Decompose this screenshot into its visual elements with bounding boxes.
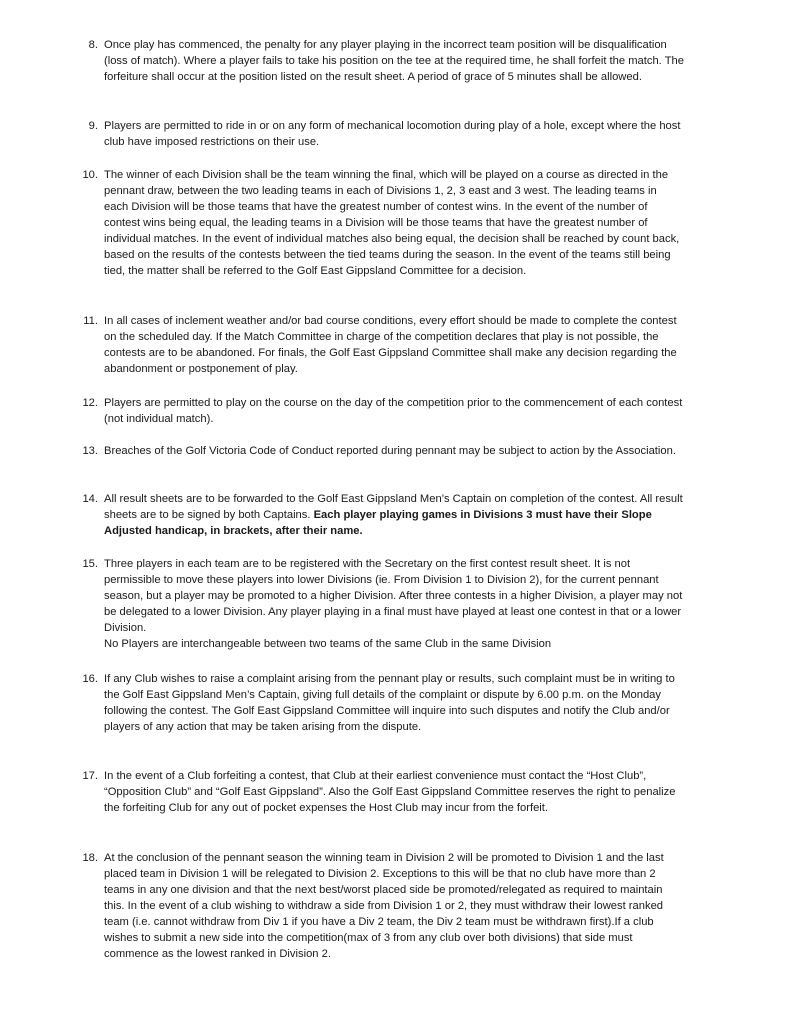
rule-number: 8. xyxy=(88,39,98,51)
rule-number: 18. xyxy=(82,852,98,864)
rule-text: Players are permitted to play on the course on the day of the competition prior to the commencement of each contest (not individual match). xyxy=(104,397,683,425)
rule-12 xyxy=(82,395,684,427)
rule-11 xyxy=(83,313,684,377)
rule-text: Three players in each team are to be registered with the Secretary on the first contest result sheet. It is not permissible to move these players into lower Divisions (ie. From Division 1 to Division 2), for the current pennant season, but a player may be promoted to a higher Division. After three contests in a higher Division, a player may not be delegated to a lower Division. Any player playing in a final must have played at least one contest in that or a lower Division. xyxy=(104,558,683,634)
rule-number: 16. xyxy=(82,673,98,685)
rule-text: In all cases of inclement weather and/or bad course conditions, every effort should be made to complete the contest on the scheduled day. If the Match Committee in charge of the competition declares that play is not possible, the contests are to be abandoned. For finals, the Golf East Gippsland Committee shall make any decision regarding the abandonment or postponement of play. xyxy=(104,315,677,375)
rule-15 xyxy=(82,556,684,652)
rule-note: No Players are interchangeable between two teams of the same Club in the same Division xyxy=(104,638,552,650)
rule-number: 13. xyxy=(82,445,98,457)
rule-number: 14. xyxy=(82,493,98,505)
rule-text: At the conclusion of the pennant season the winning team in Division 2 will be promoted to Division 1 and the last placed team in Division 1 will be relegated to Division 2. Exceptions to this will be that no club have more than 2 teams in any one division and that the next best/worst placed side be promoted/relegated as required to maintain this. In the event of a club wishing to withdraw a side from Division 1 or 2, they must withdraw their lowest ranked team (i.e. cannot withdraw from Div 1 if you have a Div 2 team, the Div 2 team must be withdrawn first).If a club wishes to submit a new side into the competition(max of 3 from any club over both divisions) that side must commence as the lowest ranked in Division 2. xyxy=(104,852,664,960)
rule-16 xyxy=(82,671,684,735)
rule-text: Once play has commenced, the penalty for any player playing in the incorrect team position will be disqualification (loss of match). Where a player fails to take his position on the tee at the required time, he shall forfeit the match. The forfeiture shall occur at the position listed on the result sheet. A period of grace of 5 minutes shall be allowed. xyxy=(104,39,684,83)
rule-text: The winner of each Division shall be the team winning the final, which will be played on a course as directed in the pennant draw, between the two leading teams in each of Divisions 1, 2, 3 east and 3 west. The leading teams in each Division will be those teams that have the greatest number of contest wins. In the event of the number of contest wins being equal, the leading teams in a Division will be those teams that have the greatest number of individual matches. In the event of individual matches also being equal, the decision shall be reached by count back, based on the results of the contests between the tied teams during the season. In the event of the teams still being tied, the matter shall be referred to the Golf East Gippsland Committee for a decision. xyxy=(104,169,680,277)
rule-number: 17. xyxy=(82,770,98,782)
rule-text: Breaches of the Golf Victoria Code of Conduct reported during pennant may be subject to action by the Association. xyxy=(104,445,676,457)
rule-text xyxy=(104,491,684,539)
rule-text-bold: Each player playing games in Divisions 3 must have their Slope Adjusted handicap, in brackets, after their name. xyxy=(104,509,652,537)
rule-8 xyxy=(88,37,684,85)
rule-text: If any Club wishes to raise a complaint arising from the pennant play or results, such complaint must be in writing to the Golf East Gippsland Men’s Captain, giving full details of the complaint or dispute by 6.00 p.m. on the Monday following the contest. The Golf East Gippsland Committee will inquire into such disputes and notify the Club and/or players of any action that may be taken arising from the dispute. xyxy=(104,673,675,733)
rule-17 xyxy=(82,768,684,816)
rule-14 xyxy=(82,491,684,539)
rule-number: 9. xyxy=(88,120,98,132)
rule-13 xyxy=(82,443,684,459)
rule-18 xyxy=(82,850,684,962)
rule-9 xyxy=(88,118,684,150)
rule-number: 12. xyxy=(82,397,98,409)
rule-text-plain: All result sheets are to be forwarded to the Golf East Gippsland Men’s Captain on completion of the contest. All result sheets are to be signed by both Captains. xyxy=(104,493,683,521)
rule-number: 11. xyxy=(83,315,98,327)
rule-text: In the event of a Club forfeiting a contest, that Club at their earliest convenience must contact the “Host Club”, “Opposition Club” and “Golf East Gippsland”. Also the Golf East Gippsland Committee reserves the right to penalize the forfeiting Club for any out of pocket expenses the Host Club may incur from the forfeit. xyxy=(104,770,676,814)
rule-text: Players are permitted to ride in or on any form of mechanical locomotion during play of a hole, except where the host club have imposed restrictions on their use. xyxy=(104,120,681,148)
rule-number: 10. xyxy=(82,169,98,181)
rule-10 xyxy=(82,167,684,279)
rule-number: 15. xyxy=(82,558,98,570)
